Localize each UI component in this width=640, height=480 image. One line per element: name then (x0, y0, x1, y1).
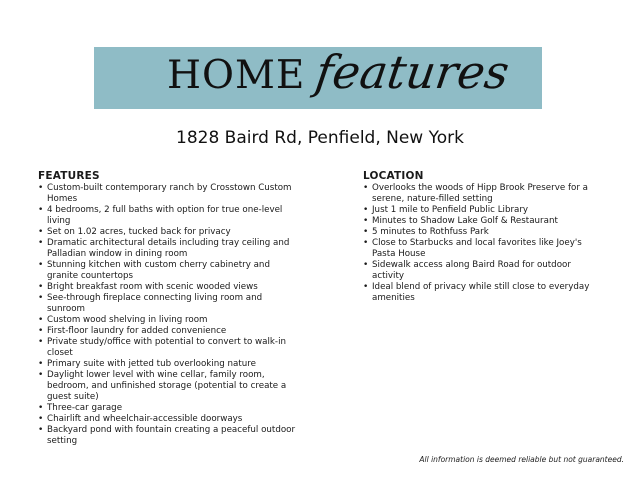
feature-item: • Three-car garage (47, 403, 300, 414)
location-item: • 5 minutes to Rothfuss Park (372, 227, 593, 238)
feature-item: • Primary suite with jetted tub overlooking nature (47, 359, 300, 370)
location-item: • Sidewalk access along Baird Road for outdoor activity (372, 260, 593, 282)
feature-item: • Stunning kitchen with custom cherry cabinetry and granite countertops (47, 260, 300, 282)
feature-item: • 4 bedrooms, 2 full baths with option for true one-level living (47, 205, 300, 227)
feature-item: • Set on 1.02 acres, tucked back for privacy (47, 227, 300, 238)
disclaimer-note: All information is deemed reliable but not guaranteed. (419, 455, 624, 464)
feature-item: • Chairlift and wheelchair-accessible doorways (47, 414, 300, 425)
property-address: 1828 Baird Rd, Penfield, New York (176, 128, 464, 148)
title-home: HOME (167, 53, 306, 98)
feature-item: • Dramatic architectural details including tray ceiling and Palladian window in dining room (47, 238, 300, 260)
location-item: • Ideal blend of privacy while still close to everyday amenities (372, 282, 593, 304)
location-heading: LOCATION (363, 170, 424, 182)
feature-item: • Private study/office with potential to convert to walk-in closet (47, 337, 300, 359)
feature-item: • Custom wood shelving in living room (47, 315, 300, 326)
feature-item: • Custom-built contemporary ranch by Crosstown Custom Homes (47, 183, 300, 205)
features-column (38, 170, 300, 447)
feature-item: • Bright breakfast room with scenic wooded views (47, 282, 300, 293)
feature-item: • See-through fireplace connecting living room and sunroom (47, 293, 300, 315)
feature-item: • First-floor laundry for added convenience (47, 326, 300, 337)
location-item: • Close to Starbucks and local favorites like Joey's Pasta House (372, 238, 593, 260)
location-item: • Overlooks the woods of Hipp Brook Preserve for a serene, nature-filled setting (372, 183, 593, 205)
features-list (38, 183, 300, 447)
location-column (363, 170, 593, 304)
features-heading: FEATURES (38, 170, 100, 182)
feature-item: • Backyard pond with fountain creating a peaceful outdoor setting (47, 425, 300, 447)
location-list (363, 183, 593, 304)
location-item: • Minutes to Shadow Lake Golf & Restaurant (372, 216, 593, 227)
title-banner (94, 47, 542, 109)
feature-item: • Daylight lower level with wine cellar, family room, bedroom, and unfinished storage (potential to create a guest suite) (47, 370, 300, 403)
title-features-script: features (312, 45, 513, 99)
location-item: • Just 1 mile to Penfield Public Library (372, 205, 593, 216)
